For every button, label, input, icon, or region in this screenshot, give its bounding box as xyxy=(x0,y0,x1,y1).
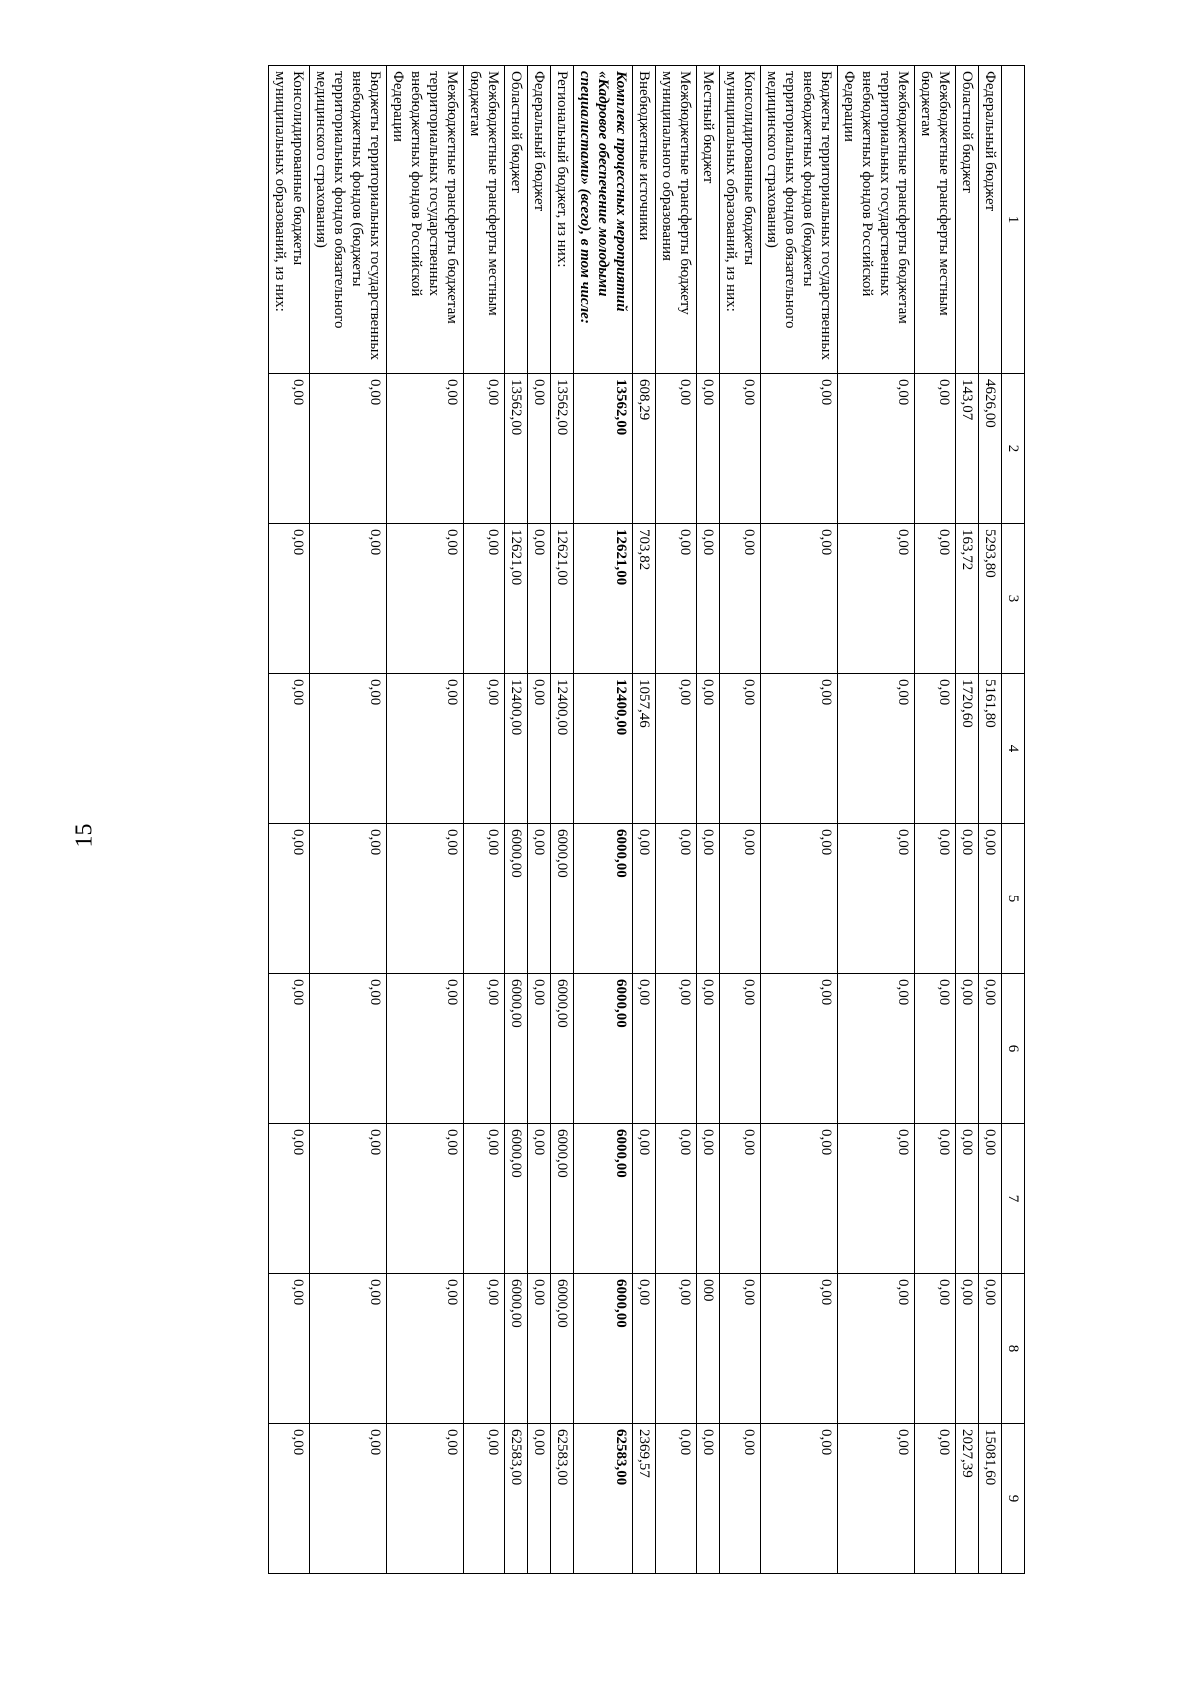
value-cell: 0,00 xyxy=(720,1424,761,1574)
value-cell: 13562,00 xyxy=(551,374,574,524)
value-cell: 0,00 xyxy=(656,524,697,674)
row-label: Консолидированные бюджеты муниципальных образований, из них: xyxy=(720,66,761,374)
value-cell: 0,00 xyxy=(761,1424,838,1574)
value-cell: 163,72 xyxy=(956,524,979,674)
value-cell: 0,00 xyxy=(310,824,387,974)
value-cell: 0,00 xyxy=(310,674,387,824)
value-cell: 0,00 xyxy=(915,524,956,674)
value-cell: 1057,46 xyxy=(633,674,656,824)
value-cell: 0,00 xyxy=(528,1424,551,1574)
value-cell: 0,00 xyxy=(656,674,697,824)
column-header: 8 xyxy=(1002,1274,1025,1424)
value-cell: 12400,00 xyxy=(551,674,574,824)
value-cell: 0,00 xyxy=(656,374,697,524)
value-cell: 0,00 xyxy=(387,1424,464,1574)
value-cell: 0,00 xyxy=(915,674,956,824)
value-cell: 0,00 xyxy=(720,374,761,524)
value-cell: 0,00 xyxy=(761,1124,838,1274)
value-cell: 0,00 xyxy=(761,674,838,824)
value-cell: 000 xyxy=(697,1274,720,1424)
value-cell: 0,00 xyxy=(838,1274,915,1424)
value-cell: 6000,00 xyxy=(505,1124,528,1274)
value-cell: 6000,00 xyxy=(574,1124,633,1274)
table-row xyxy=(956,66,979,1574)
table-row xyxy=(697,66,720,1574)
value-cell: 0,00 xyxy=(387,374,464,524)
value-cell: 0,00 xyxy=(838,374,915,524)
value-cell: 0,00 xyxy=(761,374,838,524)
value-cell: 143,07 xyxy=(956,374,979,524)
column-header: 5 xyxy=(1002,824,1025,974)
table-row xyxy=(551,66,574,1574)
value-cell: 0,00 xyxy=(387,974,464,1124)
row-label: Внебюджетные источники xyxy=(633,66,656,374)
value-cell: 0,00 xyxy=(310,1124,387,1274)
value-cell: 0,00 xyxy=(528,974,551,1124)
table-row xyxy=(979,66,1002,1574)
value-cell: 0,00 xyxy=(633,974,656,1124)
value-cell: 13562,00 xyxy=(574,374,633,524)
value-cell: 0,00 xyxy=(979,824,1002,974)
column-header: 7 xyxy=(1002,1124,1025,1274)
column-header: 3 xyxy=(1002,524,1025,674)
value-cell: 12621,00 xyxy=(551,524,574,674)
value-cell: 0,00 xyxy=(915,374,956,524)
value-cell: 12400,00 xyxy=(505,674,528,824)
value-cell: 0,00 xyxy=(656,974,697,1124)
value-cell: 0,00 xyxy=(387,824,464,974)
value-cell: 0,00 xyxy=(310,1274,387,1424)
value-cell: 0,00 xyxy=(979,1274,1002,1424)
table-row xyxy=(387,66,464,1574)
row-label: Региональный бюджет, из них: xyxy=(551,66,574,374)
value-cell: 6000,00 xyxy=(505,1274,528,1424)
value-cell: 0,00 xyxy=(697,1124,720,1274)
column-header: 6 xyxy=(1002,974,1025,1124)
value-cell: 0,00 xyxy=(269,1124,310,1274)
column-header: 1 xyxy=(1002,66,1025,374)
value-cell: 0,00 xyxy=(464,1274,505,1424)
value-cell: 62583,00 xyxy=(505,1424,528,1574)
value-cell: 0,00 xyxy=(633,824,656,974)
value-cell: 0,00 xyxy=(838,1124,915,1274)
table-row xyxy=(464,66,505,1574)
value-cell: 0,00 xyxy=(633,1274,656,1424)
value-cell: 0,00 xyxy=(979,1124,1002,1274)
value-cell: 0,00 xyxy=(761,1274,838,1424)
value-cell: 0,00 xyxy=(915,1424,956,1574)
row-label: Федеральный бюджет xyxy=(979,66,1002,374)
value-cell: 0,00 xyxy=(269,524,310,674)
value-cell: 0,00 xyxy=(720,1124,761,1274)
value-cell: 6000,00 xyxy=(551,824,574,974)
value-cell: 0,00 xyxy=(720,974,761,1124)
value-cell: 0,00 xyxy=(464,674,505,824)
value-cell: 0,00 xyxy=(697,524,720,674)
value-cell: 15081,60 xyxy=(979,1424,1002,1574)
row-label: Местный бюджет xyxy=(697,66,720,374)
table-body xyxy=(269,66,1002,1574)
rotated-table-container xyxy=(175,65,1025,1573)
value-cell: 12621,00 xyxy=(505,524,528,674)
value-cell: 0,00 xyxy=(915,1274,956,1424)
value-cell: 0,00 xyxy=(956,974,979,1124)
value-cell: 13562,00 xyxy=(505,374,528,524)
value-cell: 6000,00 xyxy=(505,824,528,974)
table-row xyxy=(310,66,387,1574)
value-cell: 0,00 xyxy=(697,374,720,524)
row-label: Консолидированные бюджеты муниципальных образований, из них: xyxy=(269,66,310,374)
value-cell: 0,00 xyxy=(720,1274,761,1424)
value-cell: 0,00 xyxy=(464,1124,505,1274)
row-label: Федеральный бюджет xyxy=(528,66,551,374)
value-cell: 0,00 xyxy=(915,824,956,974)
value-cell: 0,00 xyxy=(269,1274,310,1424)
table-row xyxy=(269,66,310,1574)
value-cell: 703,82 xyxy=(633,524,656,674)
table-row xyxy=(505,66,528,1574)
value-cell: 0,00 xyxy=(528,674,551,824)
value-cell: 5161,80 xyxy=(979,674,1002,824)
value-cell: 0,00 xyxy=(956,1274,979,1424)
value-cell: 2369,57 xyxy=(633,1424,656,1574)
table-row xyxy=(838,66,915,1574)
value-cell: 0,00 xyxy=(464,824,505,974)
row-label: Межбюджетные трансферты местным бюджетам xyxy=(464,66,505,374)
value-cell: 6000,00 xyxy=(505,974,528,1124)
value-cell: 6000,00 xyxy=(551,974,574,1124)
value-cell: 0,00 xyxy=(761,824,838,974)
value-cell: 12400,00 xyxy=(574,674,633,824)
value-cell: 0,00 xyxy=(310,524,387,674)
value-cell: 0,00 xyxy=(915,974,956,1124)
value-cell: 0,00 xyxy=(528,374,551,524)
value-cell: 0,00 xyxy=(387,674,464,824)
value-cell: 0,00 xyxy=(464,374,505,524)
value-cell: 0,00 xyxy=(720,524,761,674)
value-cell: 608,29 xyxy=(633,374,656,524)
value-cell: 0,00 xyxy=(656,1424,697,1574)
value-cell: 0,00 xyxy=(464,1424,505,1574)
budget-table xyxy=(268,65,1025,1574)
table-row xyxy=(528,66,551,1574)
table-row xyxy=(656,66,697,1574)
value-cell: 0,00 xyxy=(464,974,505,1124)
value-cell: 0,00 xyxy=(310,374,387,524)
table-row xyxy=(574,66,633,1574)
row-label: Межбюджетные трансферты местным бюджетам xyxy=(915,66,956,374)
value-cell: 1720,60 xyxy=(956,674,979,824)
value-cell: 0,00 xyxy=(838,824,915,974)
value-cell: 0,00 xyxy=(656,824,697,974)
row-label: Областной бюджет xyxy=(956,66,979,374)
value-cell: 0,00 xyxy=(761,524,838,674)
row-label: Областной бюджет xyxy=(505,66,528,374)
row-label: Комплекс процессных мероприятий «Кадровое обеспечение молодыми специалистами» (всего), в том числе: xyxy=(574,66,633,374)
value-cell: 6000,00 xyxy=(551,1274,574,1424)
value-cell: 0,00 xyxy=(761,974,838,1124)
value-cell: 2027,39 xyxy=(956,1424,979,1574)
value-cell: 6000,00 xyxy=(574,824,633,974)
value-cell: 0,00 xyxy=(269,674,310,824)
value-cell: 0,00 xyxy=(956,824,979,974)
value-cell: 0,00 xyxy=(387,1274,464,1424)
value-cell: 0,00 xyxy=(979,974,1002,1124)
value-cell: 0,00 xyxy=(697,974,720,1124)
row-label: Межбюджетные трансферты бюджетам территориальных государственных внебюджетных фондов Российской Федерации xyxy=(387,66,464,374)
value-cell: 0,00 xyxy=(387,1124,464,1274)
row-label: Бюджеты территориальных государственных внебюджетных фондов (бюджеты территориальных фондов обязательного медицинского страхования) xyxy=(761,66,838,374)
value-cell: 5293,80 xyxy=(979,524,1002,674)
page-number: 15 xyxy=(71,823,98,848)
row-label: Межбюджетные трансферты бюджетам территориальных государственных внебюджетных фондов Российской Федерации xyxy=(838,66,915,374)
row-label: Бюджеты территориальных государственных внебюджетных фондов (бюджеты территориальных фондов обязательного медицинского страхования) xyxy=(310,66,387,374)
value-cell: 6000,00 xyxy=(551,1124,574,1274)
value-cell: 12621,00 xyxy=(574,524,633,674)
value-cell: 0,00 xyxy=(528,1124,551,1274)
column-header: 4 xyxy=(1002,674,1025,824)
value-cell: 0,00 xyxy=(387,524,464,674)
value-cell: 0,00 xyxy=(269,824,310,974)
value-cell: 0,00 xyxy=(528,824,551,974)
value-cell: 0,00 xyxy=(720,824,761,974)
value-cell: 0,00 xyxy=(310,974,387,1124)
value-cell: 6000,00 xyxy=(574,1274,633,1424)
table-row xyxy=(761,66,838,1574)
table-row xyxy=(633,66,656,1574)
value-cell: 0,00 xyxy=(838,974,915,1124)
value-cell: 0,00 xyxy=(838,524,915,674)
value-cell: 0,00 xyxy=(269,374,310,524)
value-cell: 4626,00 xyxy=(979,374,1002,524)
table-row xyxy=(915,66,956,1574)
value-cell: 0,00 xyxy=(633,1124,656,1274)
value-cell: 0,00 xyxy=(915,1124,956,1274)
value-cell: 0,00 xyxy=(697,674,720,824)
value-cell: 0,00 xyxy=(656,1274,697,1424)
value-cell: 0,00 xyxy=(656,1124,697,1274)
value-cell: 0,00 xyxy=(697,824,720,974)
column-header: 2 xyxy=(1002,374,1025,524)
value-cell: 0,00 xyxy=(838,1424,915,1574)
value-cell: 0,00 xyxy=(697,1424,720,1574)
value-cell: 6000,00 xyxy=(574,974,633,1124)
value-cell: 0,00 xyxy=(528,524,551,674)
row-label: Межбюджетные трансферты бюджету муниципального образования xyxy=(656,66,697,374)
value-cell: 0,00 xyxy=(310,1424,387,1574)
value-cell: 0,00 xyxy=(269,1424,310,1574)
value-cell: 0,00 xyxy=(528,1274,551,1424)
column-header: 9 xyxy=(1002,1424,1025,1574)
value-cell: 62583,00 xyxy=(551,1424,574,1574)
value-cell: 62583,00 xyxy=(574,1424,633,1574)
table-row xyxy=(720,66,761,1574)
value-cell: 0,00 xyxy=(956,1124,979,1274)
value-cell: 0,00 xyxy=(464,524,505,674)
value-cell: 0,00 xyxy=(720,674,761,824)
value-cell: 0,00 xyxy=(838,674,915,824)
value-cell: 0,00 xyxy=(269,974,310,1124)
table-header-row xyxy=(1002,66,1025,1574)
